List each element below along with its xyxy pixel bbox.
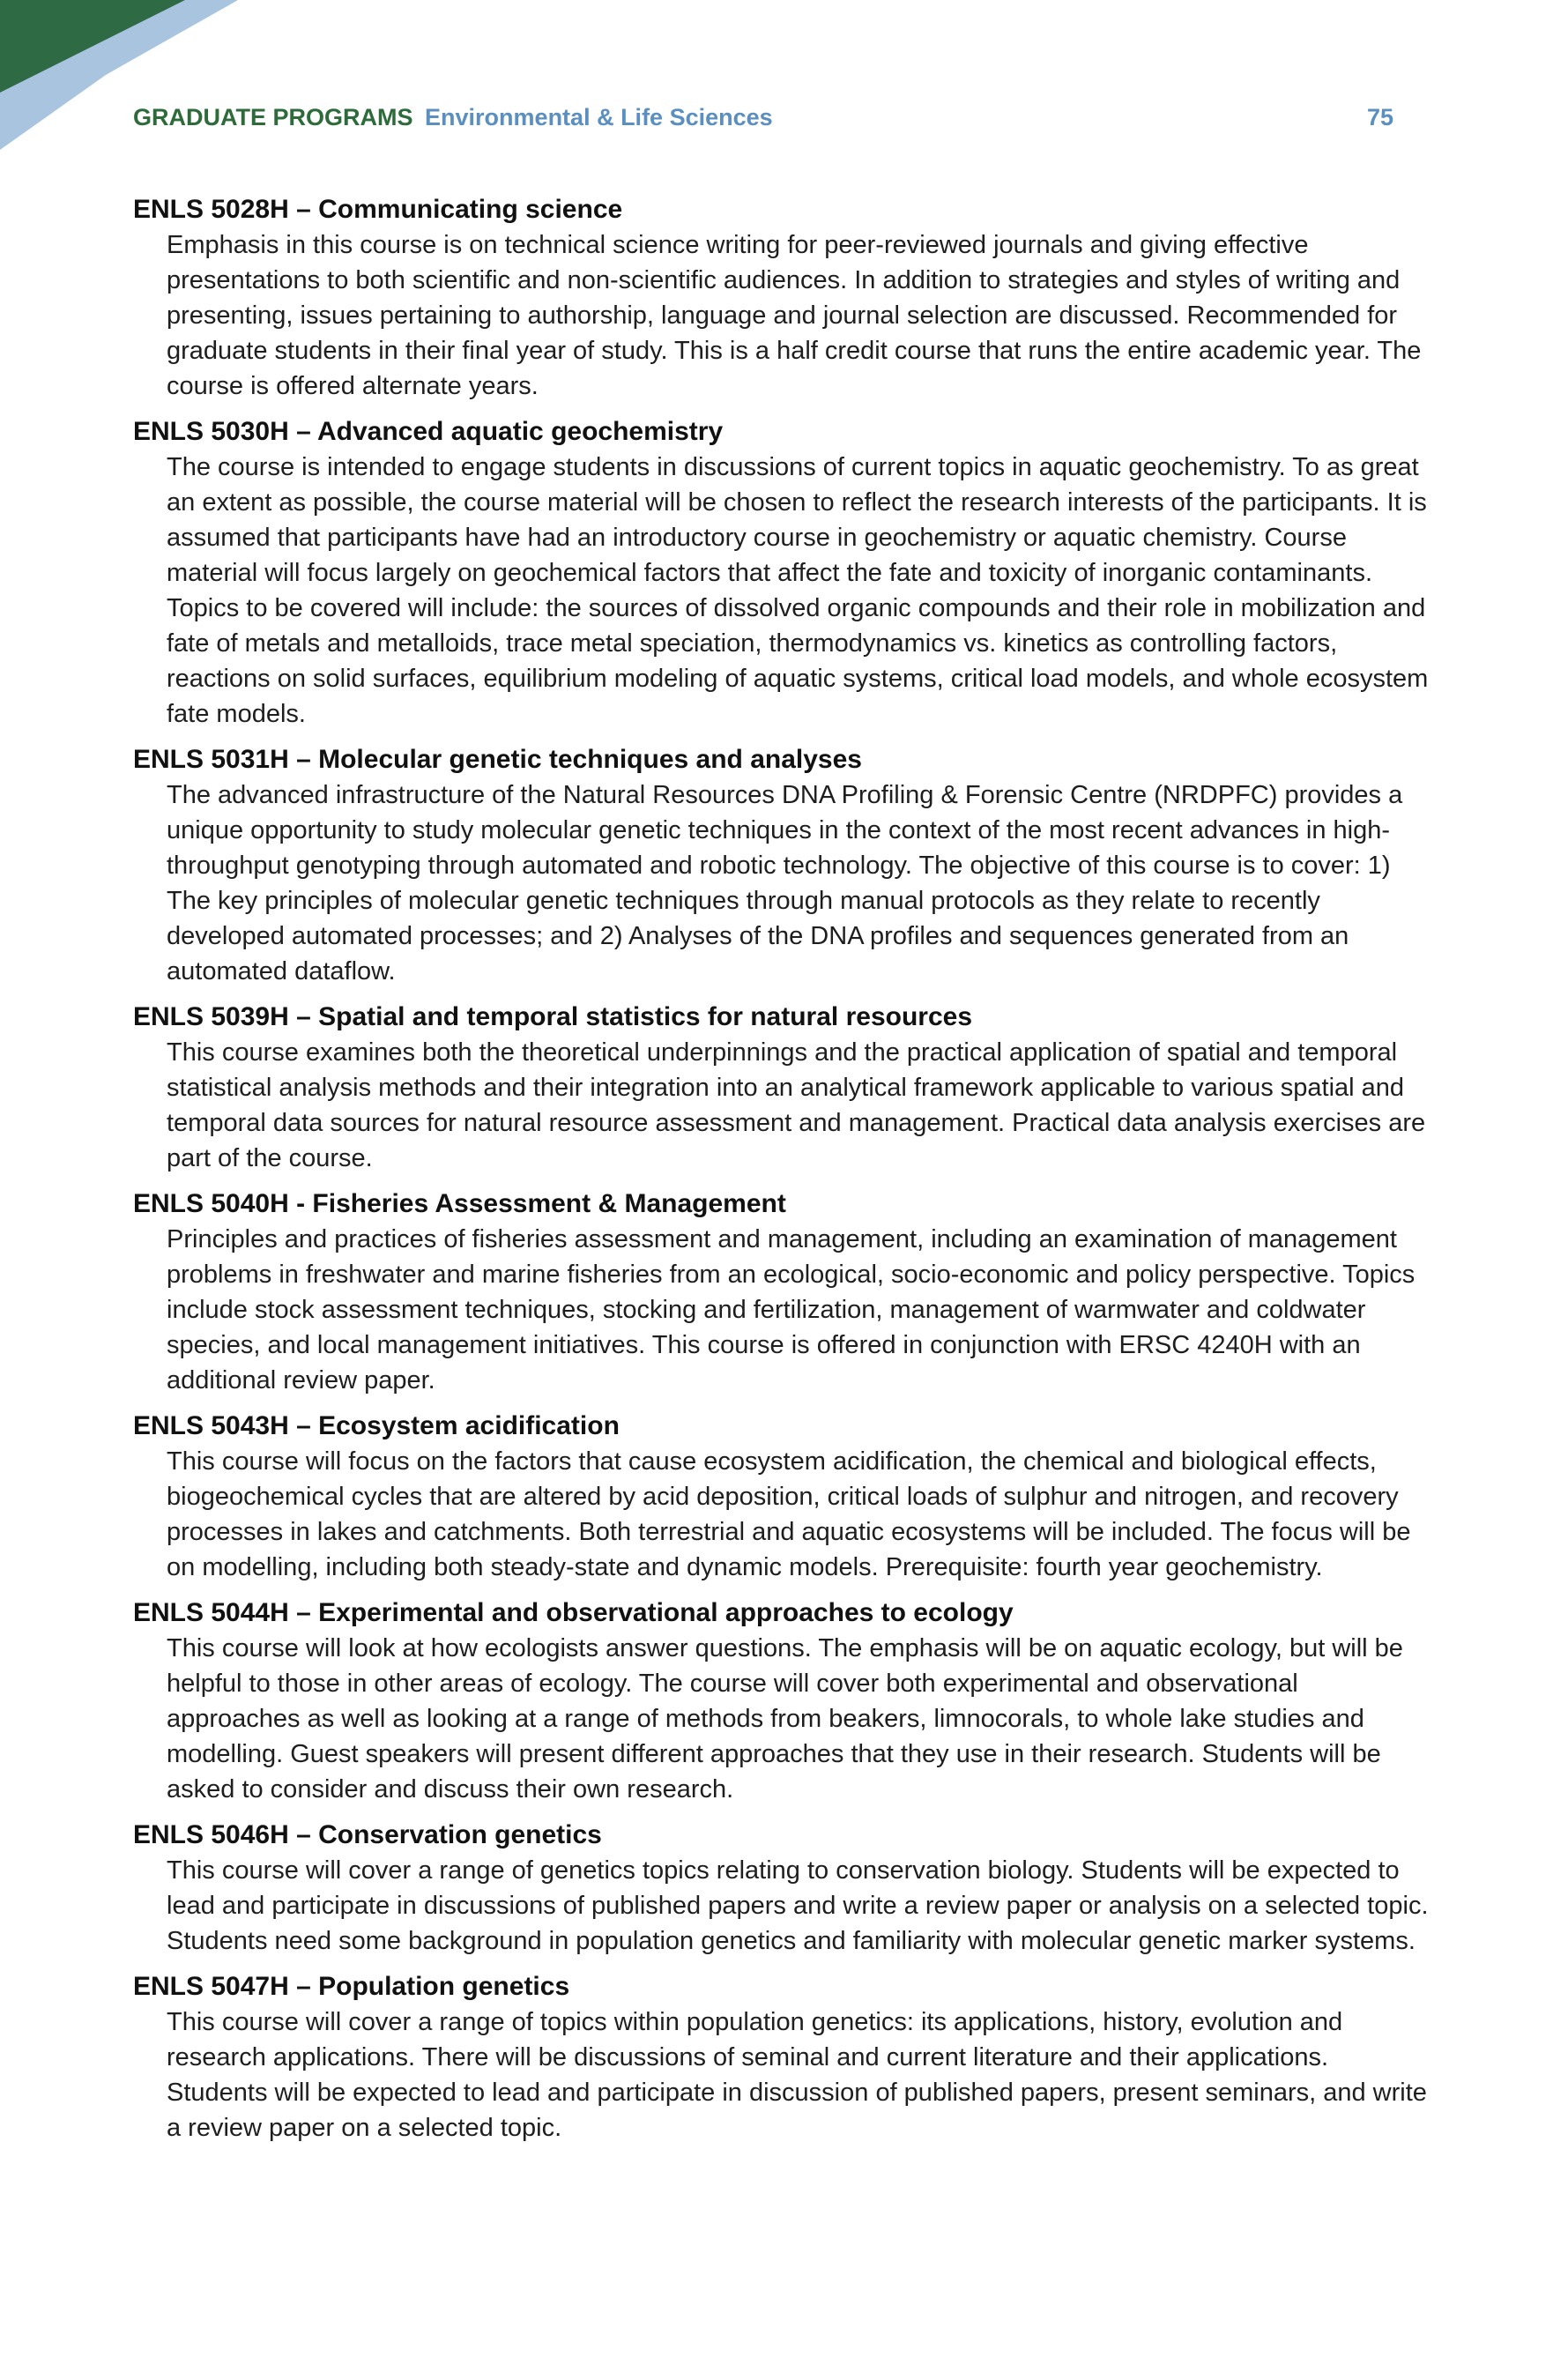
course-entry [133,1818,1429,1959]
course-title: ENLS 5031H – Molecular genetic techniques and analyses [133,745,862,774]
course-description: This course will cover a range of genetics topics relating to conservation biology. Students will be expected to lead and participate in discussions of published papers and write a review paper or analysis on a selected topic. Students need some background in population genetics and familiarity with molecular genetic marker systems. [167,1856,1429,1955]
course-entry [133,1000,1429,1176]
course-title: ENLS 5028H – Communicating science [133,195,623,224]
course-title: ENLS 5043H – Ecosystem acidification [133,1411,620,1440]
course-entry [133,192,1429,404]
course-title: ENLS 5044H – Experimental and observational approaches to ecology [133,1598,1014,1627]
course-description: The advanced infrastructure of the Natural Resources DNA Profiling & Forensic Centre (NRDPFC) provides a unique opportunity to study molecular genetic techniques in the context of the most recent advances in high-throughput genotyping through automated and robotic technology. The objective of this course is to cover: 1) The key principles of molecular genetic techniques through manual protocols as they relate to recently developed automated processes; and 2) Analyses of the DNA profiles and sequences generated from an automated dataflow. [167,781,1403,985]
course-title: ENLS 5030H – Advanced aquatic geochemistry [133,417,724,446]
page-header [133,100,1393,135]
course-entry [133,1595,1429,1807]
course-description: This course will look at how ecologists answer questions. The emphasis will be on aquatic ecology, but will be helpful to those in other areas of ecology. The course will cover both experimental and observational approaches as well as looking at a range of methods from beakers, limnocorals, to whole lake studies and modelling. Guest speakers will present different approaches that they use in their research. Students will be asked to consider and discuss their own research. [167,1634,1403,1804]
header-department: Environmental & Life Sciences [425,104,773,130]
course-title: ENLS 5047H – Population genetics [133,1972,570,2001]
course-entry [133,742,1429,989]
course-entry [133,1186,1429,1398]
course-entry [133,1969,1429,2146]
corner-decoration [0,0,264,167]
course-entry [133,414,1429,732]
course-list [133,192,1429,2156]
course-title: ENLS 5040H - Fisheries Assessment & Management [133,1189,786,1218]
course-description: This course will focus on the factors that cause ecosystem acidification, the chemical and biological effects, biogeochemical cycles that are altered by acid deposition, critical loads of sulphur and nitrogen, and recovery processes in lakes and catchments. Both terrestrial and aquatic ecosystems will be included. The focus will be on modelling, including both steady-state and dynamic models. Prerequisite: fourth year geochemistry. [167,1447,1411,1581]
header-program: GRADUATE PROGRAMS [133,104,413,130]
course-title: ENLS 5046H – Conservation genetics [133,1820,602,1849]
course-description: This course examines both the theoretical underpinnings and the practical application of spatial and temporal statistical analysis methods and their integration into an analytical framework applicable to various spatial and temporal data sources for natural resource assessment and management. Practical data analysis exercises are part of the course. [167,1038,1426,1172]
course-description: The course is intended to engage students in discussions of current topics in aquatic geochemistry. To as great an extent as possible, the course material will be chosen to reflect the research interests of the participants. It is assumed that participants have had an introductory course in geochemistry or aquatic chemistry. Course material will focus largely on geochemical factors that affect the fate and toxicity of inorganic contaminants. Topics to be covered will include: the sources of dissolved organic compounds and their role in mobilization and fate of metals and metalloids, trace metal speciation, thermodynamics vs. kinetics as controlling factors, reactions on solid surfaces, equilibrium modeling of aquatic systems, critical load models, and whole ecosystem fate models. [167,453,1429,728]
page-number: 75 [1366,104,1393,130]
course-description: Emphasis in this course is on technical science writing for peer-reviewed journals and giving effective presentations to both scientific and non-scientific audiences. In addition to strategies and styles of writing and presenting, issues pertaining to authorship, language and journal selection are discussed. Recommended for graduate students in their final year of study. This is a half credit course that runs the entire academic year. The course is offered alternate years. [167,231,1422,400]
course-description: Principles and practices of fisheries assessment and management, including an examination of management problems in freshwater and marine fisheries from an ecological, socio-economic and policy perspective. Topics include stock assessment techniques, stocking and fertilization, management of warmwater and coldwater species, and local management initiatives. This course is offered in conjunction with ERSC 4240H with an additional review paper. [167,1225,1416,1395]
course-entry [133,1409,1429,1585]
course-title: ENLS 5039H – Spatial and temporal statistics for natural resources [133,1002,973,1031]
course-description: This course will cover a range of topics within population genetics: its applications, history, evolution and research applications. There will be discussions of seminal and current literature and their applications. Students will be expected to lead and participate in discussion of published papers, present seminars, and write a review paper on a selected topic. [167,2008,1427,2142]
